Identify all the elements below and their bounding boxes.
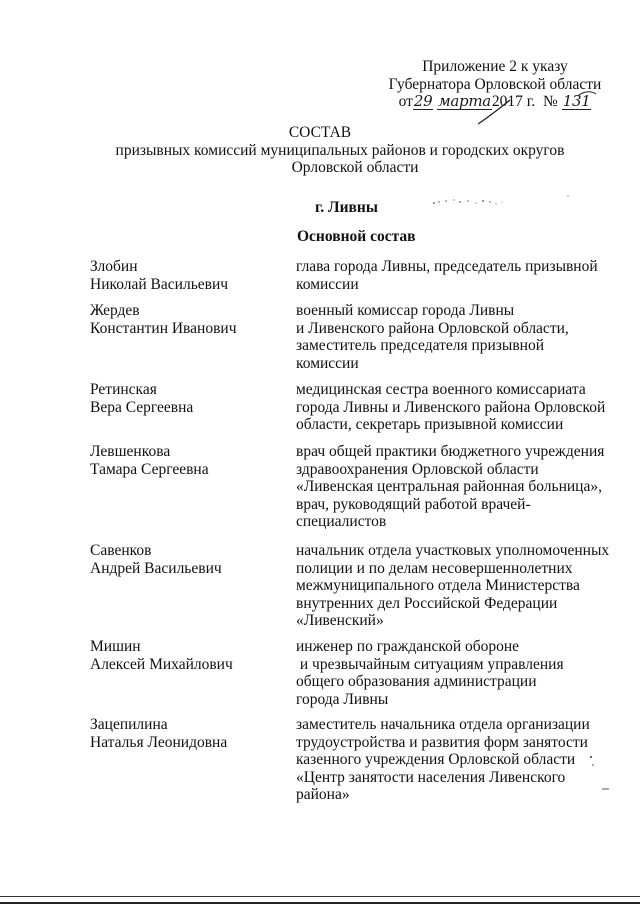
member-role — [296, 302, 626, 372]
member-role-line: заместитель начальника отдела организации — [296, 716, 590, 733]
scan-speckles — [430, 193, 550, 213]
member-surname: Ретинская — [90, 381, 157, 398]
member-role-line: казенного учреждения Орловской области — [296, 751, 576, 768]
member-given-name: Вера Сергеевна — [90, 398, 194, 416]
member-role-line: «Ливенская центральная районная больница», — [296, 478, 602, 495]
page-edge-line — [0, 902, 640, 904]
member-name — [90, 258, 280, 293]
page-edge-line — [0, 896, 640, 897]
member-role-line: и чрезвычайным ситуациям управления — [296, 655, 564, 673]
member-role-line: межмуниципального отдела Министерства — [296, 577, 580, 594]
member-given-name: Николай Васильевич — [90, 275, 229, 293]
section-heading: Основной состав — [297, 228, 416, 245]
member-role-line: и Ливенского района Орловской области, — [296, 319, 569, 337]
member-role — [296, 716, 626, 804]
number-prefix: № — [543, 93, 558, 110]
member-role-line: заместитель председателя призывной — [296, 337, 544, 354]
member-surname: Левшенкова — [90, 443, 171, 460]
member-role-line: города Ливны и Ливенского района Орловской — [296, 398, 606, 416]
member-name — [90, 542, 280, 577]
member-role-line: внутренних дел Российской Федерации — [296, 594, 558, 612]
member-name — [90, 443, 280, 478]
member-role-line: города Ливны — [296, 690, 389, 708]
member-role-line: комиссии — [296, 354, 359, 372]
member-role — [296, 443, 626, 531]
appendix-date-line — [360, 93, 630, 111]
member-role — [296, 258, 626, 293]
member-role-line: комиссии — [296, 275, 359, 293]
handwritten-date-month: марта — [438, 92, 491, 110]
member-surname: Злобин — [90, 258, 138, 275]
member-role-line: врач общей практики бюджетного учреждения — [296, 443, 605, 460]
appendix-line-1: Приложение 2 к указу — [422, 58, 568, 75]
handwritten-date-day: 29 — [413, 92, 433, 110]
member-surname: Зацепилина — [90, 716, 168, 733]
member-role-line: здравоохранения Орловской области — [296, 460, 539, 478]
document-title-block — [0, 124, 640, 177]
member-role-line: военный комиссар города Ливны — [296, 302, 515, 319]
member-given-name: Наталья Леонидовна — [90, 733, 228, 751]
document-subtitle-line-1: призывных комиссий муниципальных районов и городских округов — [115, 141, 565, 159]
member-role — [296, 638, 626, 708]
member-name — [90, 302, 280, 337]
member-given-name: Андрей Васильевич — [90, 559, 222, 577]
member-name — [90, 638, 280, 673]
member-role-line: трудоустройства и развития форм занятости — [296, 733, 588, 751]
member-name — [90, 381, 280, 416]
appendix-header — [360, 58, 630, 111]
document-title: СОСТАВ — [288, 124, 352, 141]
member-surname: Савенков — [90, 542, 152, 559]
handwritten-number: 131 — [562, 92, 591, 110]
member-role-line: области, секретарь призывной комиссии — [296, 416, 564, 433]
member-name — [90, 716, 280, 751]
member-role-line: «Ливенский» — [296, 612, 384, 629]
member-role-line: «Центр занятости населения Ливенского — [296, 768, 566, 786]
member-role-line: полиции и по делам несовершеннолетних — [296, 559, 573, 577]
document-subtitle-line-2: Орловской области — [291, 159, 419, 176]
member-role — [296, 381, 626, 434]
member-given-name: Тамара Сергеевна — [90, 460, 209, 478]
member-role — [296, 542, 626, 630]
member-role-line: района» — [296, 786, 350, 803]
member-given-name: Константин Иванович — [90, 319, 237, 337]
scan-mark — [565, 192, 571, 200]
member-role-line: специалистов — [296, 513, 387, 530]
city-heading: г. Ливны — [315, 199, 378, 216]
member-role-line: врач, руководящий работой врачей- — [296, 495, 531, 513]
member-given-name: Алексей Михайлович — [90, 655, 233, 673]
date-year: 2017 г. — [491, 93, 536, 110]
member-role-line: общего образования администрации — [296, 673, 537, 690]
appendix-line-2: Губернатора Орловской области — [388, 75, 602, 93]
member-role-line: медицинская сестра военного комиссариата — [296, 381, 586, 398]
member-role-line: начальник отдела участковых уполномоченных — [296, 542, 610, 559]
member-surname: Жердев — [90, 302, 140, 319]
member-surname: Мишин — [90, 638, 141, 655]
member-role-line: глава города Ливны, председатель призывной — [296, 258, 598, 275]
member-role-line: инженер по гражданской обороне — [296, 638, 520, 655]
date-prefix: от — [398, 93, 413, 110]
